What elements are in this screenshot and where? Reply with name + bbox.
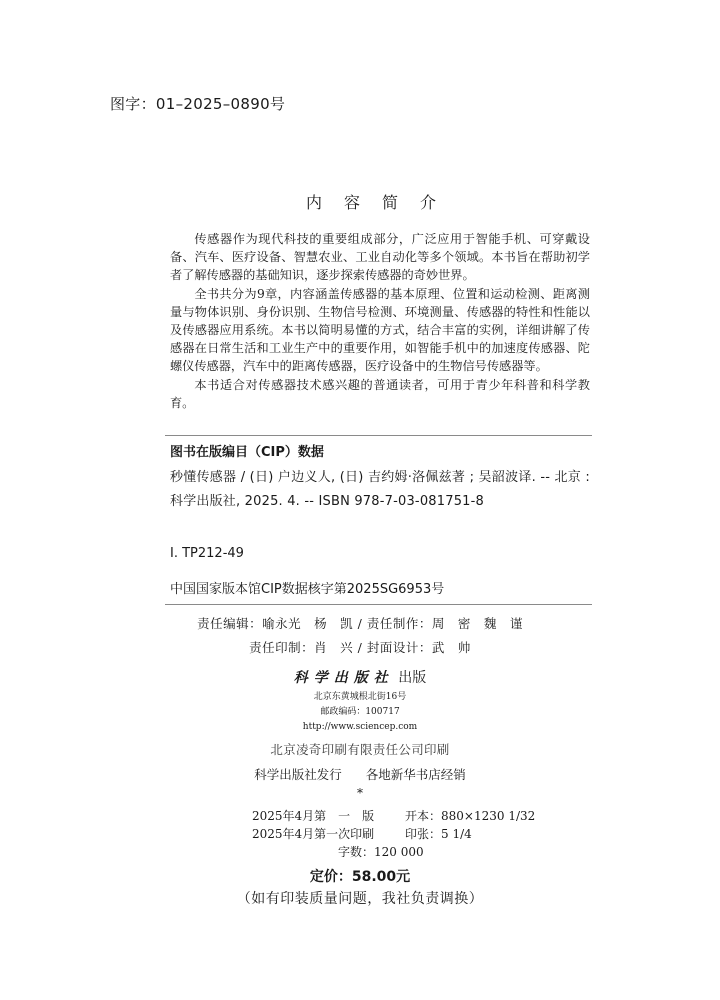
printing-info: 2025年4月第一次印刷 bbox=[252, 827, 375, 841]
publisher-address-block bbox=[0, 690, 720, 735]
publisher-address: 北京东黄城根北街16号 bbox=[313, 692, 407, 702]
issuer: 科学出版社发行 bbox=[254, 767, 342, 782]
printer: 北京凌奇印刷有限责任公司印刷 bbox=[270, 742, 450, 757]
edition-info: 2025年4月第 一 版 bbox=[252, 809, 375, 823]
word-count: 字数：120 000 bbox=[338, 845, 424, 859]
publisher-url: http://www.sciencep.com bbox=[302, 722, 418, 732]
intro-paragraph: 传感器作为现代科技的重要组成部分，广泛应用于智能手机、可穿戴设备、汽车、医疗设备、智慧农业、工业自动化等多个领域。本书旨在帮助初学者了解传感器的基础知识，逐步探索传感器的奇妙世界。 bbox=[170, 232, 590, 283]
editor-credits: 责任编辑：喻永光 杨 凯 / 责任制作：周 密 魏 谨 bbox=[197, 616, 523, 631]
cip-heading: 图书在版编目（CIP）数据 bbox=[170, 445, 324, 460]
price: 定价：58.00元 bbox=[309, 869, 411, 885]
intro-text bbox=[170, 230, 590, 412]
intro-paragraph: 本书适合对传感器技术感兴趣的普通读者，可用于青少年科普和科学教育。 bbox=[170, 377, 590, 410]
seller: 各地新华书店经销 bbox=[365, 767, 466, 782]
cip-classification: Ⅰ. TP212-49 bbox=[170, 546, 244, 561]
publisher-postcode: 邮政编码：100717 bbox=[320, 707, 400, 717]
cip-record: 秒懂传感器 / (日) 户边义人, (日) 吉约姆·洛佩兹著 ; 吴韶波译. -- 北京 : 科学出版社, 2025. 4. -- ISBN 978-7-03-081751-8 bbox=[170, 470, 590, 509]
publisher-line bbox=[0, 667, 720, 687]
cip-number: 中国国家版本馆CIP数据核字第2025SG6953号 bbox=[170, 582, 445, 597]
publisher-logo: 科学出版社 bbox=[293, 670, 394, 686]
divider bbox=[165, 604, 592, 605]
quality-notice: （如有印装质量问题，我社负责调换） bbox=[236, 891, 484, 907]
divider bbox=[165, 435, 592, 436]
sheet-count: 印张：5 1/4 bbox=[405, 827, 472, 841]
permit-number: 图字：01–2025–0890号 bbox=[110, 95, 286, 113]
production-credits: 责任印制：肖 兴 / 封面设计：武 帅 bbox=[249, 640, 471, 655]
distribution bbox=[0, 765, 720, 783]
page-title: 内容简介 bbox=[305, 193, 458, 212]
format-size: 开本：880×1230 1/32 bbox=[405, 809, 536, 823]
publisher-suffix: 出版 bbox=[398, 670, 427, 686]
separator-asterisk: * bbox=[357, 786, 363, 800]
intro-paragraph: 全书共分为9章，内容涵盖传感器的基本原理、位置和运动检测、距离测量与物体识别、身份识别、生物信号检测、环境测量、传感器的特性和性能以及传感器应用系统。本书以简明易懂的方式，结合丰富的实例，详细讲解了传感器在日常生活和工业生产中的重要作用，如智能手机中的加速度传感器、陀螺仪传感器，汽车中的距离传感器，医疗设备中的生物信号传感器等。 bbox=[170, 286, 590, 374]
